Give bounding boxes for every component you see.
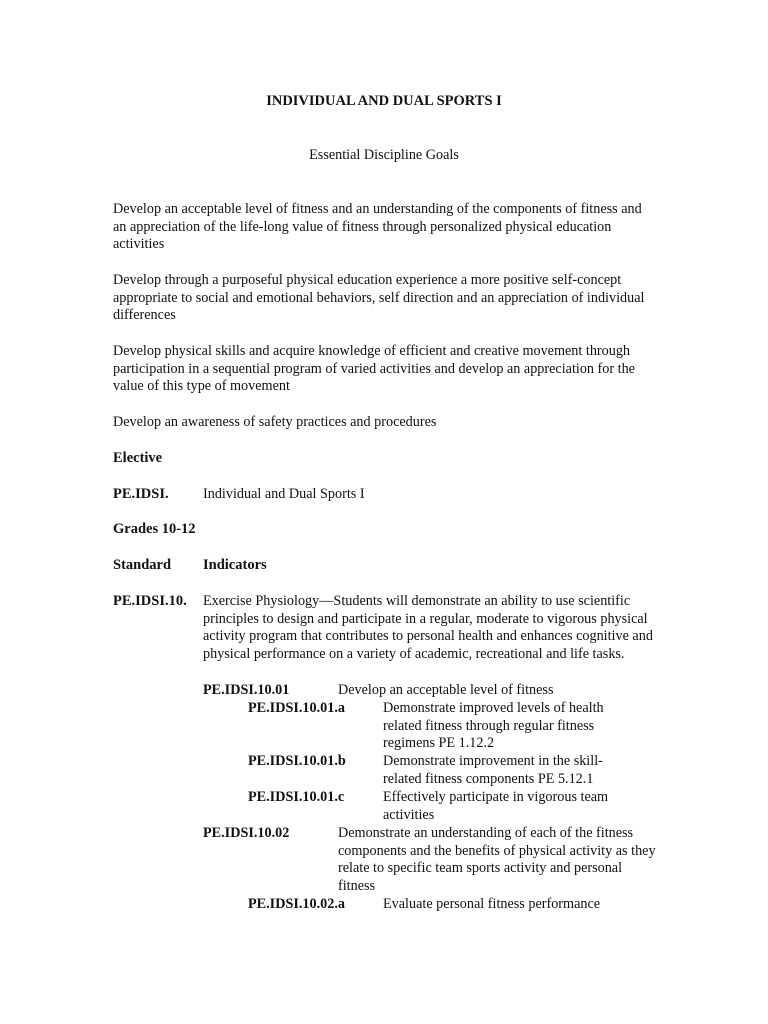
document-subtitle: Essential Discipline Goals bbox=[309, 147, 459, 163]
indicator-text: Effectively participate in vigorous team activities bbox=[383, 789, 609, 823]
indicator-text: Demonstrate improvement in the skill-related fitness components PE 5.12.1 bbox=[383, 753, 603, 787]
indicator-code: PE.IDSI.10.02 bbox=[203, 825, 290, 841]
indicator-text: Demonstrate an understanding of each of the fitness components and the benefits of physical activity as they relate to specific team sports activity and personal fitness bbox=[338, 825, 656, 894]
standard-text: Exercise Physiology—Students will demonstrate an ability to use scientific principles to design and participate in a regular, moderate to vigorous physical activity program that contributes to personal health and enhances cognitive and physical performance on a variety of academic, recreational and life tasks. bbox=[203, 593, 653, 662]
course-name: Individual and Dual Sports I bbox=[203, 486, 365, 502]
indicators-column-header: Indicators bbox=[203, 557, 267, 573]
goal-paragraph: Develop an awareness of safety practices and procedures bbox=[113, 414, 437, 430]
indicator-text: Evaluate personal fitness performance bbox=[383, 896, 601, 912]
indicator-text: Demonstrate improved levels of health related fitness through regular fitness regimens PE 1.12.2 bbox=[383, 700, 604, 752]
goal-paragraph: Develop physical skills and acquire knowledge of efficient and creative movement through participation in a sequential program of varied activities and develop an appreciation for the value of this type of movement bbox=[113, 343, 635, 395]
elective-heading: Elective bbox=[113, 450, 163, 466]
indicator-code: PE.IDSI.10.02.a bbox=[248, 896, 345, 912]
indicator-code: PE.IDSI.10.01.b bbox=[248, 753, 346, 769]
goal-paragraph: Develop through a purposeful physical education experience a more positive self-concept appropriate to social and emotional behaviors, self direction and an appreciation of individual differences bbox=[113, 272, 645, 324]
indicator-code: PE.IDSI.10.01.a bbox=[248, 700, 345, 716]
indicator-text: Develop an acceptable level of fitness bbox=[338, 682, 554, 698]
goal-paragraph: Develop an acceptable level of fitness and an understanding of the components of fitness and an appreciation of the life-long value of fitness through personalized physical education activities bbox=[113, 201, 642, 253]
grades-heading: Grades 10-12 bbox=[113, 521, 196, 537]
indicator-code: PE.IDSI.10.01 bbox=[203, 682, 290, 698]
document-title: INDIVIDUAL AND DUAL SPORTS I bbox=[266, 93, 502, 109]
course-code: PE.IDSI. bbox=[113, 486, 169, 502]
standard-code: PE.IDSI.10. bbox=[113, 593, 187, 609]
standard-column-header: Standard bbox=[113, 557, 172, 573]
indicator-code: PE.IDSI.10.01.c bbox=[248, 789, 345, 805]
